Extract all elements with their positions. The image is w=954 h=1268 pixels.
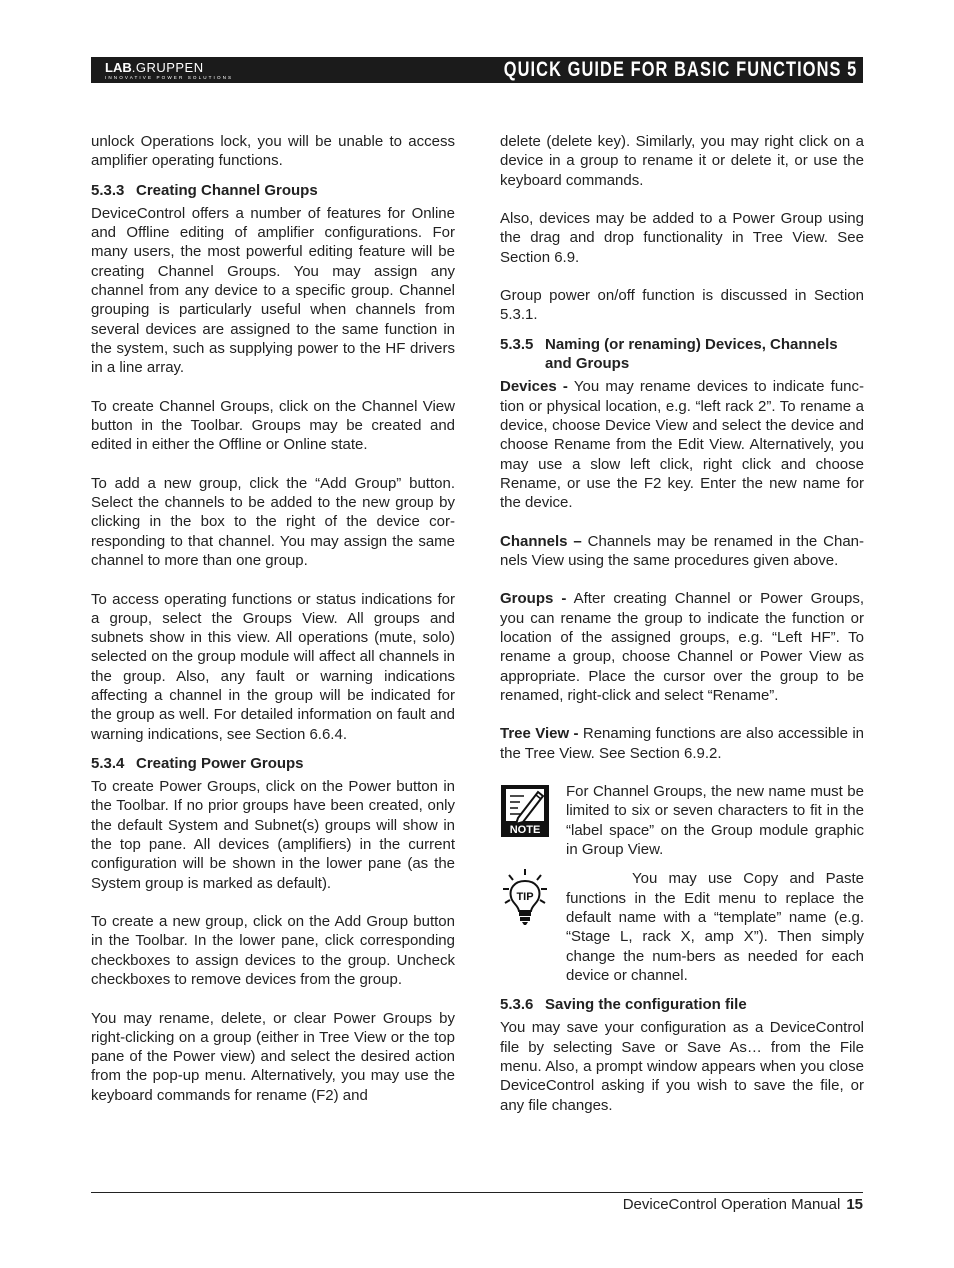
paragraph: Group power on/off function is discussed in Section 5.3.1. [500, 287, 864, 324]
page-footer [623, 1195, 863, 1215]
logo-text-b: .GRUPPEN [131, 60, 204, 75]
paragraph-groups: Groups - After creating Channel or Power Groups, you can rename the group to indicate the function or location of the assigned groups, e.g. “Left HF”. To rename a group, choose Channel or Power View as appropriate. Place the cursor over the group to be renamed, right-click and select “Rename”. [500, 590, 865, 704]
note-text: For Channel Groups, the new name must be limited to six or seven characters to fit in the “label space” on the Group module graphic in Group View. [566, 783, 864, 859]
paragraph-channels: Channels – Channels may be renamed in the Chan-nels View using the same procedures given above. [500, 532, 865, 569]
page-number: 15 [846, 1196, 863, 1213]
paragraph-devices: Devices - You may rename devices to indicate func-tion or physical location, e.g. “left rack 2”. To rename a device, choose Device View and select the device and choose Rename from the Edit View. Alternatively, you may use a slow left click, right click and choose Rename, or use the F2 key. Enter the new name for the device. [500, 378, 864, 512]
page-header [91, 57, 863, 83]
paragraph: To add a new group, click the “Add Group” button. Select the channels to be added to the new group by clicking in the box to the right of the device cor-responding to that channel. You may assign the same channel to more than one group. [91, 474, 455, 570]
paragraph: You may save your configuration as a DeviceControl file by selecting Save or Save As… from the File menu. Also, a prompt window appears when you close DeviceControl asking if you wish to save the file, or any file changes. [500, 1019, 864, 1114]
tip-lightbulb-icon [500, 867, 550, 927]
paragraph: To create Power Groups, click on the Power button in the Toolbar. If no prior groups have been created, only the default System and Subnet(s) groups will show in the top pane. All devices (amplifiers) in the current configuration will be shown in the lower pane (as the System group is marked as default). [91, 778, 455, 892]
tip-callout [500, 869, 864, 985]
paragraph: delete (delete key). Similarly, you may right click on a device in a group to rename it or delete it, or use the keyboard commands. [500, 133, 864, 189]
note-callout [500, 782, 864, 859]
paragraph: You may rename, delete, or clear Power Groups by right-clicking on a group (either in Tree View or the top pane of the Power view) and select the desired action from the pop-up menu. Alternatively, you may use the keyboard commands for rename (F2) and [91, 1009, 455, 1104]
paragraph-tree-view: Tree View - Renaming functions are also accessible in the Tree View. See Section 6.9.2. [500, 725, 864, 762]
paragraph: Also, devices may be added to a Power Group using the drag and drop functionality in Tree View. See Section 6.9. [500, 210, 864, 266]
section-heading-5-3-6: 5.3.6 Saving the configuration file [500, 996, 747, 1014]
right-column [500, 132, 864, 1115]
paragraph: To create a new group, click on the Add Group button in the Toolbar. In the lower pane, click corresponding checkboxes to assign devices to the group. Uncheck checkboxes to remove devices from the group. [91, 913, 455, 989]
paragraph: DeviceControl offers a number of features for Online and Offline editing of amplifier configurations. For many users, the most powerful editing feature will be creating Channel Groups. You may assign any channel from any device to a specific group. Channel grouping is particularly useful when channels from several devices are assigned to the same function in the system, such as supplying power to the HF drivers in a line array. [91, 204, 455, 377]
manual-title: DeviceControl Operation Manual [622, 1196, 841, 1213]
note-icon-label: NOTE [509, 824, 541, 837]
note-icon [500, 784, 550, 838]
section-heading-5-3-5: 5.3.5 Naming (or renaming) Devices, Channels and Groups [500, 335, 838, 373]
tip-text: You may use Copy and Paste functions in the Edit menu to replace the default name with a “template” name (e.g. “Stage L, rack X, amp X”). Then simply change the num-bers as needed for each device or channel. [566, 870, 864, 984]
tip-icon-label: TIP [516, 891, 534, 904]
footer-rule [91, 1192, 863, 1193]
paragraph: To access operating functions or status indications for a group, select the Groups View. All groups and subnets show in this view. All operations (mute, solo) selected on the group module will affect all channels in the group. Also, any fault or warning indications affecting a channel in the group will be indicated for the group as well. For detailed information on fault and warning indications, see Section 6.6.4. [91, 590, 455, 743]
section-heading-5-3-3: 5.3.3 Creating Channel Groups [91, 181, 318, 199]
chapter-title: QUICK GUIDE FOR BASIC FUNCTIONS 5 [503, 58, 857, 81]
paragraph: unlock Operations lock, you will be unable to access amplifier operating functions. [91, 133, 455, 170]
paragraph: To create Channel Groups, click on the Channel View button in the Toolbar. Groups may be created and edited in either the Offline or Online state. [91, 397, 455, 454]
logo-text-a: LAB [105, 60, 132, 75]
left-column [91, 132, 455, 1105]
lab-gruppen-logo [105, 61, 233, 81]
section-heading-5-3-4: 5.3.4 Creating Power Groups [91, 754, 304, 772]
logo-tagline: INNOVATIVE POWER SOLUTIONS [105, 75, 234, 80]
